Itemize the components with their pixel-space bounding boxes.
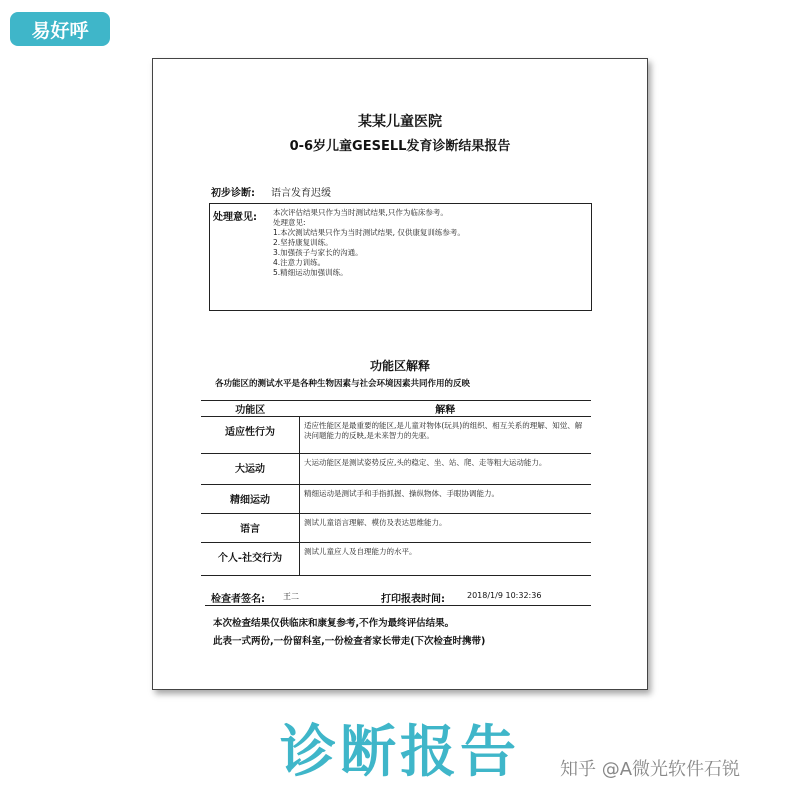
notes-line: 处理意见:	[273, 218, 306, 227]
notes-lines	[273, 208, 465, 278]
area-description: 测试儿童语言理解、模仿及表达思维能力。	[300, 514, 592, 543]
treatment-notes-box	[209, 203, 592, 311]
functional-areas-subtitle: 各功能区的测试水平是各种生物因素与社会环境因素共同作用的反映	[215, 379, 471, 389]
footnote-disclaimer: 本次检查结果仅供临床和康复参考,不作为最终评估结果。	[213, 618, 455, 629]
column-header-desc: 解释	[300, 401, 592, 417]
functional-areas-table	[201, 400, 591, 576]
area-description: 适应性能区是最重要的能区,是儿童对物体(玩具)的组织、相互关系的理解、知觉、解决问题能力的反映,是未来智力的先驱。	[300, 417, 592, 454]
print-time-label: 打印报表时间:	[381, 594, 445, 605]
area-name: 精细运动	[201, 485, 300, 514]
print-time-value: 2018/1/9 10:32:36	[467, 591, 542, 600]
examiner-label: 检查者签名:	[211, 594, 265, 605]
caption-title: 诊断报告	[280, 720, 520, 785]
notes-line: 5.精细运动加强训练。	[273, 268, 348, 277]
diagnosis-value: 语言发育迟缓	[271, 188, 331, 199]
area-name: 个人-社交行为	[201, 543, 300, 576]
area-name: 语言	[201, 514, 300, 543]
table-row	[201, 485, 591, 514]
notes-line: 2.坚持康复训练。	[273, 238, 333, 247]
report-title: 0-6岁儿童GESELL发育诊断结果报告	[289, 139, 511, 154]
column-header-area: 功能区	[201, 401, 300, 417]
watermark-text: 知乎 @A微光软件石锐	[560, 759, 741, 780]
table-row	[201, 454, 591, 485]
footnote-copies: 此表一式两份,一份留科室,一份检查者家长带走(下次检查时携带)	[213, 636, 486, 647]
table-row	[201, 417, 591, 454]
notes-line: 3.加强孩子与家长的沟通。	[273, 248, 363, 257]
hospital-name: 某某儿童医院	[358, 114, 442, 130]
notes-line: 1.本次测试结果只作为当时测试结果, 仅供康复训练参考。	[273, 228, 465, 237]
report-paper	[152, 58, 648, 690]
divider	[205, 605, 591, 606]
examiner-value: 王二	[283, 592, 299, 601]
area-name: 适应性行为	[201, 417, 300, 454]
area-description: 大运动能区是测试姿势反应,头的稳定、坐、站、爬、走等粗大运动能力。	[300, 454, 592, 485]
table-row	[201, 514, 591, 543]
notes-line: 4.注意力训练。	[273, 258, 326, 267]
area-description: 精细运动是测试手和手指抓握、操纵物体、手眼协调能力。	[300, 485, 592, 514]
brand-badge: 易好呼	[10, 12, 110, 46]
area-name: 大运动	[201, 454, 300, 485]
notes-line: 本次评估结果只作为当时测试结果,只作为临床参考。	[273, 208, 448, 217]
area-description: 测试儿童应人及自理能力的水平。	[300, 543, 592, 576]
table-row	[201, 543, 591, 576]
diagnosis-label: 初步诊断:	[211, 188, 255, 199]
notes-label: 处理意见:	[213, 212, 257, 223]
functional-areas-title: 功能区解释	[369, 359, 430, 373]
